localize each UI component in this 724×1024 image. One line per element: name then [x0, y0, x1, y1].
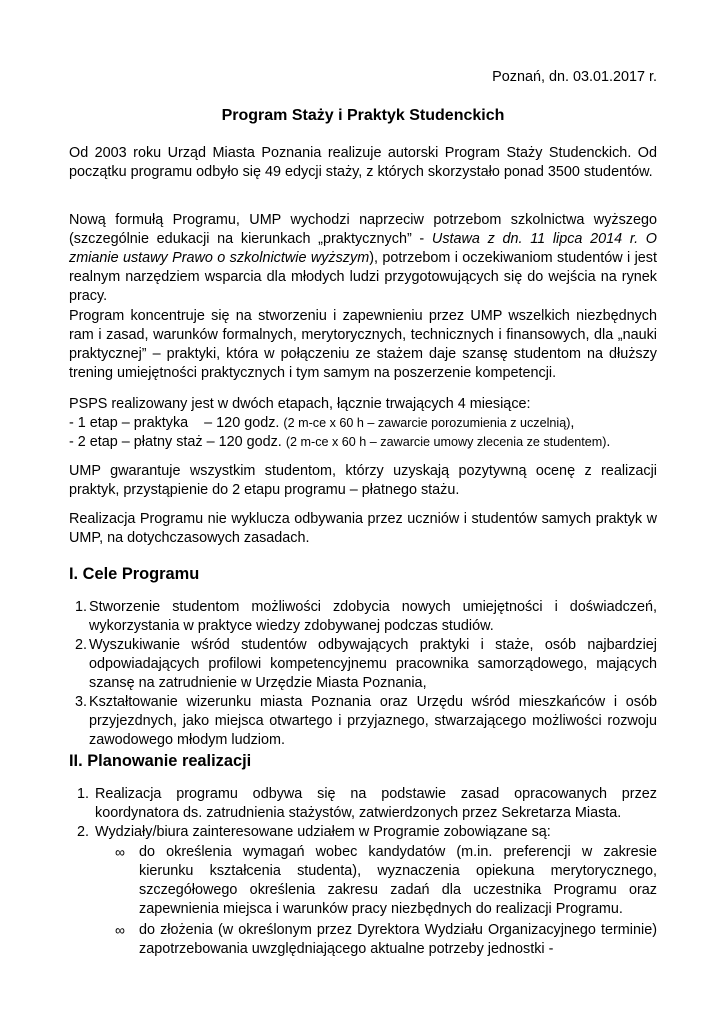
list-item-text: Kształtowanie wizerunku miasta Poznania oraz Urzędu wśród mieszkańców i osób przyjezdnych, jako miejsca otwartego i przyjaznego, stwarzającego możliwości rozwoju zawodowego młodym ludziom.: [89, 694, 657, 748]
document-date: Poznań, dn. 03.01.2017 r.: [492, 69, 657, 85]
intro-paragraph-2-law-title: Ustawa z dn. 11 lipca 2014 r. O zmianie ustawy Prawo o szkolnictwie wyższym: [69, 231, 657, 266]
section-2-list: [69, 785, 657, 959]
stage-1-main: - 1 etap – praktyka – 120 godz.: [69, 415, 284, 431]
intro-paragraph-2-text-a: Nową formułą Programu, UMP wychodzi naprzeciw potrzebom szkolnictwa wyższego (szczególnie edukacji na kierunkach „praktycznych” -: [69, 212, 657, 247]
list-number: 1.: [75, 599, 88, 615]
stage-2-main: - 2 etap – płatny staż – 120 godz.: [69, 434, 286, 450]
subitem-text: do określenia wymagań wobec kandydatów (m.in. preferencji w zakresie kierunku kształcenia studenta), wyznaczenia opiekuna merytorycznego, szczegółowego określenia zakresu zadań dla uczestnika Programu oraz zapewnienia miejsca i warunków pracy niezbędnych do realizacji Programu.: [139, 844, 657, 917]
section-2-subitem: [69, 921, 657, 959]
list-number: 3.: [75, 694, 88, 710]
stage-1-line: [69, 414, 657, 433]
infinity-bullet-icon: ∞: [115, 844, 125, 860]
stage-1-detail: (2 m-ce x 60 h – zawarcie porozumienia z uczelnią): [283, 416, 571, 430]
section-1-item: [69, 598, 657, 636]
section-2-heading: II. Planowanie realizacji: [69, 752, 252, 770]
stage-1-end: ,: [570, 415, 575, 431]
stages-heading: PSPS realizowany jest w dwóch etapach, łącznie trwających 4 miesiące:: [69, 396, 531, 412]
list-item-text: Stworzenie studentom możliwości zdobycia nowych umiejętności i doświadczeń, wykorzystania w praktyce wiedzy zdobywanej podczas studiów.: [89, 599, 657, 634]
intro-paragraph-4: [69, 395, 657, 452]
stage-2-detail: (2 m-ce x 60 h – zawarcie umowy zlecenia ze studentem): [285, 435, 607, 449]
list-item-text: Realizacja programu odbywa się na podstawie zasad opracowanych przez koordynatora ds. zatrudnienia stażystów, zatwierdzonych przez Sekretarza Miasta.: [95, 786, 657, 821]
section-2-subitem: [69, 843, 657, 919]
section-1-item: [69, 636, 657, 693]
intro-paragraph-5: UMP gwarantuje wszystkim studentom, którzy uzyskają pozytywną ocenę z realizacji praktyk, przystąpienie do 2 etapu programu – płatnego stażu.: [69, 463, 657, 498]
infinity-bullet-icon: ∞: [115, 922, 125, 938]
section-1-item: [69, 693, 657, 750]
intro-paragraph-3: Program koncentruje się na stworzeniu i zapewnieniu przez UMP wszelkich niezbędnych ram i zasad, warunków formalnych, merytorycznych, technicznych i finansowych, dla „nauki praktycznej” – praktyki, która w połączeniu ze stażem daje szansę studentom na dłuższy trening umiejętności praktycznych i tym samym na poszerzenie kompetencji.: [69, 308, 657, 381]
document-title: Program Staży i Praktyk Studenckich: [221, 107, 505, 124]
section-2-item: [69, 785, 657, 823]
intro-paragraph-2-text-b: ), potrzebom i oczekiwaniom studentów i jest realnym narzędziem wsparcia dla młodych ludzi przygotowujących się do wejścia na rynek pracy.: [69, 250, 657, 304]
list-number: 2.: [75, 637, 88, 653]
section-1-list: [69, 598, 657, 750]
list-item-text: Wydziały/biura zainteresowane udziałem w Programie zobowiązane są:: [95, 824, 551, 840]
intro-paragraph-6: Realizacja Programu nie wyklucza odbywania przez uczniów i studentów samych praktyk w UMP, na dotychczasowych zasadach.: [69, 511, 657, 546]
section-2-item: [69, 823, 657, 842]
list-number: 2.: [77, 824, 90, 840]
section-1-heading: I. Cele Programu: [69, 565, 200, 583]
stage-2-end: .: [606, 434, 611, 450]
subitem-text: do złożenia (w określonym przez Dyrektora Wydziału Organizacyjnego terminie) zapotrzebowania uwzględniającego aktualne potrzeby jednostki -: [139, 922, 657, 957]
list-item-text: Wyszukiwanie wśród studentów odbywających praktyki i staże, osób najbardziej odpowiadających profilowi kompetencyjnemu pracownika samorządowego, mających szansę na zatrudnienie w Urzędzie Miasta Poznania,: [89, 637, 657, 691]
intro-paragraph-1: Od 2003 roku Urząd Miasta Poznania realizuje autorski Program Staży Studenckich. Od początku programu odbyło się 49 edycji staży, z których skorzystało ponad 3500 studentów.: [69, 145, 657, 180]
intro-paragraph-2: [69, 211, 657, 306]
list-number: 1.: [77, 786, 90, 802]
stage-2-line: [69, 433, 657, 452]
